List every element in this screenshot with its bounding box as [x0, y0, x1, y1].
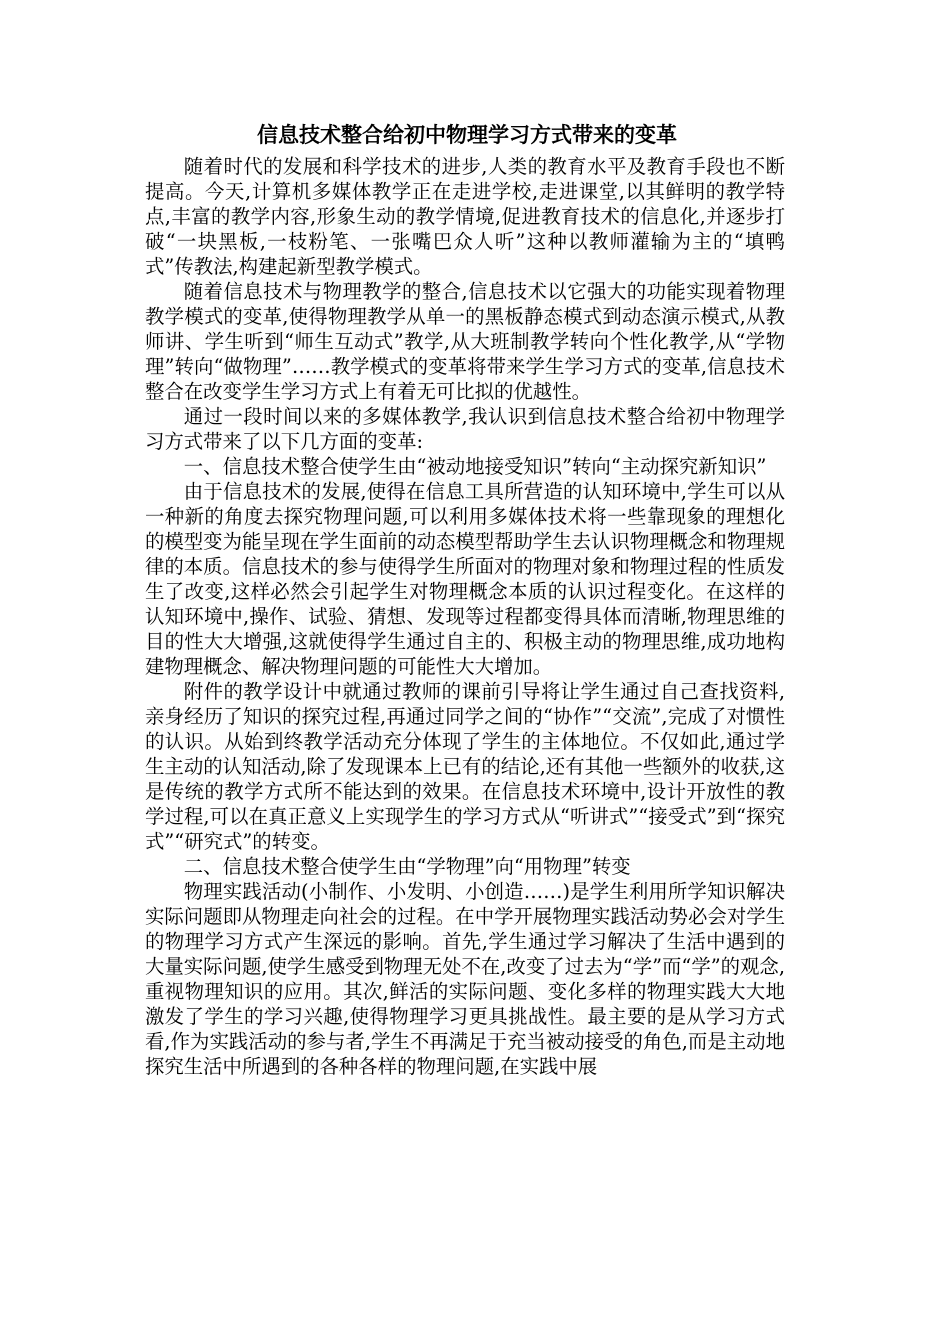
- paragraph-section-1-body: 由于信息技术的发展,使得在信息工具所营造的认知环境中,学生可以从一种新的角度去探究物理问题,可以利用多媒体技术将一些靠现象的理想化的模型变为能呈现在学生面前的动态模型帮助学生去认识物理概念和物理规律的本质。信息技术的参与使得学生所面对的物理对象和物理过程的性质发生了改变,这样必然会引起学生对物理概念本质的认识过程变化。在这样的认知环境中,操作、试验、猜想、发现等过程都变得具体而清晰,物理思维的目的性大大增强,这就使得学生通过自主的、积极主动的物理思维,成功地构建物理概念、解决物理问题的可能性大大增加。: [145, 480, 785, 678]
- section-heading-2: 二、信息技术整合使学生由“学物理”向“用物理”转变: [183, 855, 631, 878]
- document-body: [145, 118, 785, 1079]
- section-heading-1: 一、信息技术整合使学生由“被动地接受知识”转向“主动探究新知识”: [183, 455, 767, 478]
- paragraph-section-1-example: 附件的教学设计中就通过教师的课前引导将让学生通过自己查找资料,亲身经历了知识的探究过程,再通过同学之间的“协作”“交流”,完成了对惯性的认识。从始到终教学活动充分体现了学生的主体地位。不仅如此,通过学生主动的认知活动,除了发现课本上已有的结论,还有其他一些额外的收获,这是传统的教学方式所不能达到的效果。在信息技术环境中,设计开放性的教学过程,可以在真正意义上实现学生的学习方式从“听讲式”“接受式”到“探究式”“研究式”的转变。: [145, 680, 785, 853]
- paragraph-summary: 通过一段时间以来的多媒体教学,我认识到信息技术整合给初中物理学习方式带来了以下几方面的变革:: [145, 405, 785, 453]
- paragraph-intro: 随着时代的发展和科学技术的进步,人类的教育水平及教育手段也不断提高。今天,计算机多媒体教学正在走进学校,走进课堂,以其鲜明的教学特点,丰富的教学内容,形象生动的教学情境,促进教育技术的信息化,并逐步打破“一块黑板,一枝粉笔、一张嘴巴众人听”这种以教师灌输为主的“填鸭式”传教法,构建起新型教学模式。: [145, 155, 785, 278]
- document-title: 信息技术整合给初中物理学习方式带来的变革: [257, 122, 677, 147]
- paragraph-integration: 随着信息技术与物理教学的整合,信息技术以它强大的功能实现着物理教学模式的变革,使得物理教学从单一的黑板静态模式到动态演示模式,从教师讲、学生听到“师生互动式”教学,从大班制教学转向个性化教学,从“学物理”转向“做物理”……教学模式的变革将带来学生学习方式的变革,信息技术整合在改变学生学习方式上有着无可比拟的优越性。: [145, 280, 785, 403]
- paragraph-section-2-body: 物理实践活动(小制作、小发明、小创造……)是学生利用所学知识解决实际问题即从物理走向社会的过程。在中学开展物理实践活动势必会对学生的物理学习方式产生深远的影响。首先,学生通过学习解决了生活中遇到的大量实际问题,使学生感受到物理无处不在,改变了过去为“学”而“学”的观念,重视物理知识的应用。其次,鲜活的实际问题、变化多样的物理实践大大地激发了学生的学习兴趣,使得物理学习更具挑战性。最主要的是从学习方式看,作为实践活动的参与者,学生不再满足于充当被动接受的角色,而是主动地探究生活中所遇到的各种各样的物理问题,在实践中展: [145, 880, 785, 1078]
